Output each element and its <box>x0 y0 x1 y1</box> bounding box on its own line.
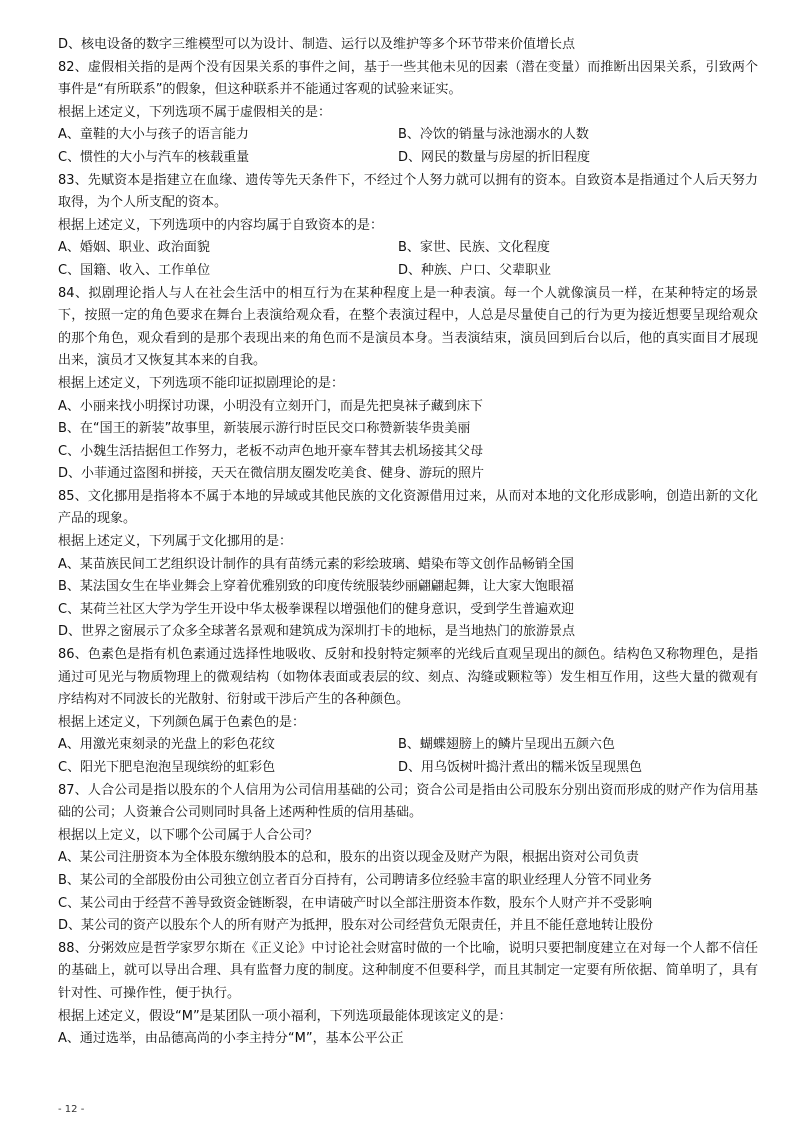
option-a: A、婚姻、职业、政治面貌 <box>58 240 210 256</box>
option-a: A、通过选举，由品德高尚的小李主持分“M”，基本公平公正 <box>58 1031 404 1047</box>
page-content <box>58 34 758 1051</box>
option-a: A、用激光束刻录的光盘上的彩色花纹 <box>58 737 275 753</box>
option-d: D、某公司的资产以股东个人的所有财产为抵押，股东对公司经营负无限责任，并且不能任意地转让股份 <box>58 918 654 934</box>
question-84 <box>58 283 758 486</box>
option-d: D、世界之窗展示了众多全球著名景观和建筑成为深圳打卡的地标，是当地热门的旅游景点 <box>58 624 576 640</box>
option-d: D、小菲通过盗图和拼接，天天在微信朋友圈发吃美食、健身、游玩的照片 <box>58 466 485 482</box>
question-stem: 87、人合公司是指以股东的个人信用为公司信用基础的公司；资合公司是指由公司股东分别出资而形成的财产作为信用基础的公司；人资兼合公司则同时具备上述两种性质的信用基础。 <box>58 782 758 821</box>
question-86 <box>58 644 758 780</box>
question-87 <box>58 780 758 938</box>
option-b: B、蝴蝶翅膀上的鳞片呈现出五颜六色 <box>398 737 615 753</box>
option-c: C、惯性的大小与汽车的核载重量 <box>58 149 250 165</box>
option-a: A、童鞋的大小与孩子的语言能力 <box>58 127 249 143</box>
question-prompt: 根据上述定义，下列属于文化挪用的是： <box>58 534 293 550</box>
question-stem: 84、拟剧理论指人与人在社会生活中的相互行为在某种程度上是一种表演。每一个人就像演员一样，在某种特定的场景下，按照一定的角色要求在舞台上表演给观众看，在整个表演过程中，人总是尽量使自己的行为更为接近想要呈现给观众的那个角色，观众看到的是那个表现出来的角色而不是演员本身。当表演结束，演员回到后台以后，他的真实面目才展现出来，演员才又恢复其本来的自我。 <box>58 285 758 369</box>
option-b: B、在“国王的新装”故事里，新装展示游行时臣民交口称赞新装华贵美丽 <box>58 421 471 437</box>
lead-option: D、核电设备的数字三维模型可以为设计、制造、运行以及维护等多个环节带来价值增长点 <box>58 37 576 52</box>
question-prompt: 根据上述定义，下列选项中的内容均属于自致资本的是： <box>58 217 384 233</box>
option-b: B、某公司的全部股份由公司独立创立者百分百持有，公司聘请多位经验丰富的职业经理人分管不同业务 <box>58 872 652 888</box>
question-stem: 88、分粥效应是哲学家罗尔斯在《正义论》中讨论社会财富时做的一个比喻，说明只要把制度建立在对每一个人都不信任的基础上，就可以导出合理、具有监督力度的制度。这种制度不但要科学，而且其制定一定要有所依据、简单明了，具有针对性、可操作性，便于执行。 <box>58 940 758 1001</box>
question-stem: 85、文化挪用是指将本不属于本地的异域或其他民族的文化资源借用过来，从而对本地的文化形成影响，创造出新的文化产品的现象。 <box>58 488 758 527</box>
option-a: A、某苗族民间工艺组织设计制作的具有苗绣元素的彩绘玻璃、蜡染布等文创作品畅销全国 <box>58 556 574 572</box>
option-d: D、用乌饭树叶捣汁煮出的糯米饭呈现黑色 <box>398 760 643 775</box>
option-b: B、冷饮的销量与泳池溺水的人数 <box>398 127 589 143</box>
option-d: D、网民的数量与房屋的折旧程度 <box>398 149 591 165</box>
option-b: B、某法国女生在毕业舞会上穿着优雅别致的印度传统服装纱丽翩翩起舞，让大家大饱眼福 <box>58 579 574 595</box>
page-number: - 12 - <box>58 1104 85 1115</box>
question-stem: 86、色素色是指有机色素通过选择性地吸收、反射和投射特定频率的光线后直观呈现出的颜色。结构色又称物理色，是指通过可见光与物质物理上的微观结构（如物体表面或表层的纹、刻点、沟缝或颗粒等）发生相互作用，这些大量的微观有序结构对不同波长的光散射、衍射或干涉后产生的各种颜色。 <box>58 647 758 708</box>
question-83 <box>58 170 758 283</box>
question-prompt: 根据上述定义，下列选项不能印证拟剧理论的是： <box>58 375 345 391</box>
option-c: C、小魏生活拮据但工作努力，老板不动声色地开豪车替其去机场接其父母 <box>58 443 484 459</box>
question-prompt: 根据上述定义，下列选项不属于虚假相关的是： <box>58 104 332 120</box>
option-d: D、种族、户口、父辈职业 <box>398 262 552 278</box>
option-c: C、某荷兰社区大学为学生开设中华太极拳课程以增强他们的健身意识，受到学生普遍欢迎 <box>58 601 575 617</box>
question-prompt: 根据上述定义，下列颜色属于色素色的是： <box>58 714 306 730</box>
question-stem: 82、虚假相关指的是两个没有因果关系的事件之间，基于一些其他未见的因素（潜在变量）而推断出因果关系，引致两个事件是“有所联系”的假象，但这种联系并不能通过客观的试验来证实。 <box>58 59 758 98</box>
option-c: C、国籍、收入、工作单位 <box>58 262 211 278</box>
question-88 <box>58 938 758 1051</box>
option-c: C、某公司由于经营不善导致资金链断裂，在申请破产时以全部注册资本作数，股东个人财产并不受影响 <box>58 895 653 911</box>
option-a: A、小丽来找小明探讨功课，小明没有立刻开门，而是先把臭袜子藏到床下 <box>58 398 483 414</box>
question-prompt: 根据以上定义，以下哪个公司属于人合公司？ <box>58 827 319 843</box>
question-prompt: 根据上述定义，假设“M”是某团队一项小福利，下列选项最能体现该定义的是： <box>58 1008 512 1024</box>
option-a: A、某公司注册资本为全体股东缴纳股本的总和，股东的出资以现金及财产为限，根据出资对公司负责 <box>58 850 639 866</box>
question-85 <box>58 486 758 644</box>
question-stem: 83、先赋资本是指建立在血缘、遗传等先天条件下，不经过个人努力就可以拥有的资本。自致资本是指通过个人后天努力取得，为个人所支配的资本。 <box>58 172 758 211</box>
question-82 <box>58 57 758 170</box>
option-c: C、阳光下肥皂泡泡呈现缤纷的虹彩色 <box>58 760 276 775</box>
option-b: B、家世、民族、文化程度 <box>398 240 550 256</box>
